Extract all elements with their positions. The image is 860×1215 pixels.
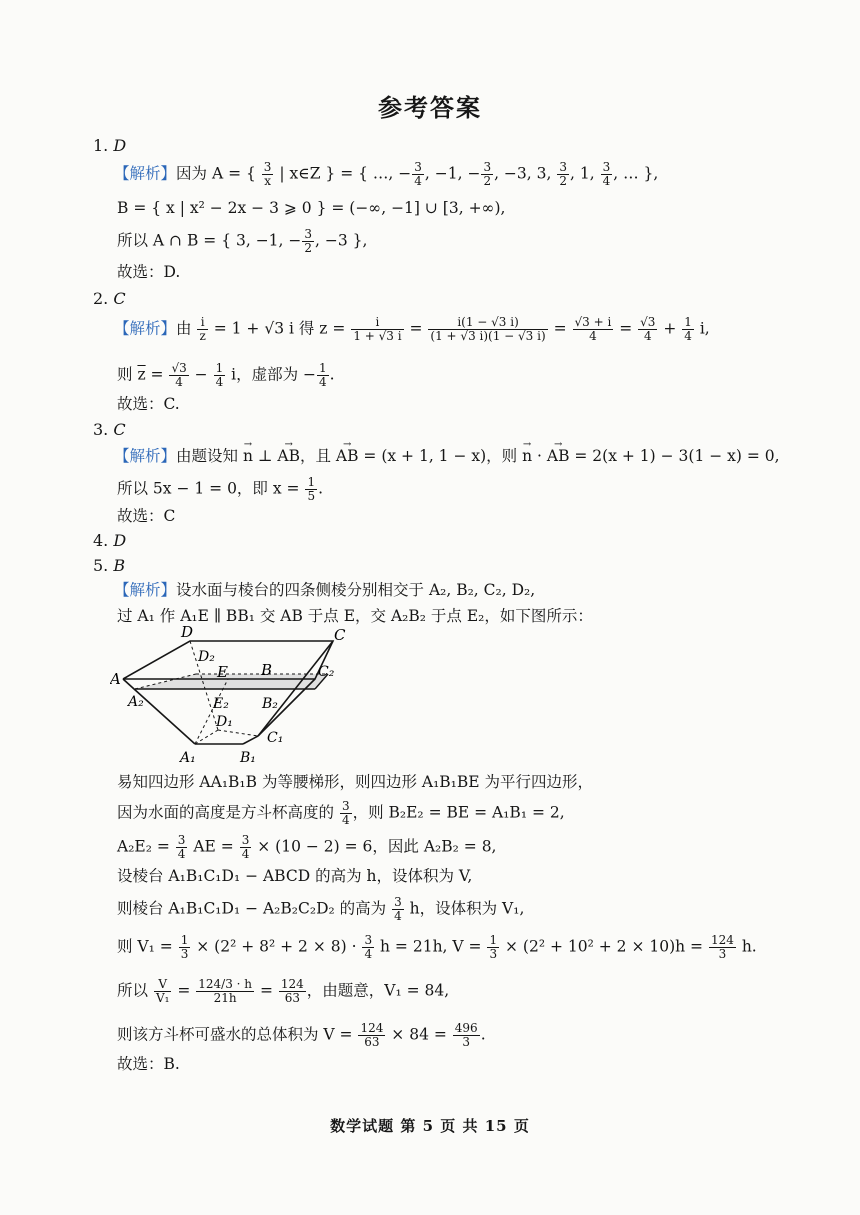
page-title: 参考答案 (378, 93, 482, 122)
frac-den: 4 (684, 329, 692, 343)
frac-1-3 (179, 934, 191, 961)
frac-num: 3 (602, 160, 611, 174)
q1-l1-end: , … }, (613, 164, 659, 183)
frac-i-z (197, 316, 207, 343)
vector-ab: → AB (547, 446, 570, 466)
frac-3-4f (392, 896, 404, 923)
frac-num: √3 (640, 315, 656, 329)
label-d2: D₂ (198, 649, 215, 665)
frac-num: 3 (364, 933, 373, 947)
label-a1: A₁ (180, 750, 196, 766)
frac-num: 1 (180, 933, 189, 947)
q3-line-3: 故选：C (117, 507, 176, 525)
frac-den: 2 (559, 174, 567, 188)
q2-l1-b: = 1 + √3 i 得 z = (208, 319, 351, 338)
frac-den: z (199, 329, 206, 343)
frac-num: 1 (319, 361, 327, 375)
q1-answer: D (113, 136, 127, 155)
q3-l1-e: · (532, 447, 547, 465)
q2-answer: C (113, 289, 126, 308)
q2-num: 2. (93, 289, 109, 308)
q1-line-1 (114, 161, 658, 188)
frac-num: 3 (263, 160, 272, 174)
frac-den: (1 + √3 i)(1 − √3 i) (430, 329, 546, 343)
frac-den: 4 (589, 329, 597, 343)
q5-line-2: 过 A₁ 作 A₁E ∥ BB₁ 交 AB 于点 E，交 A₂B₂ 于点 E₂，如下图所示： (117, 607, 593, 625)
frac-den: 5 (307, 489, 316, 503)
q2-l1-g: i, (694, 319, 710, 338)
label-b1: B₁ (240, 750, 256, 766)
frac-den: 4 (602, 174, 611, 188)
q5-l4-a: 因为水面的高度是方斗杯高度的 (117, 803, 339, 822)
z-conjugate: $\overline{z}$ (137, 365, 146, 384)
q3-num: 3. (93, 420, 109, 439)
frac-3-2b (557, 161, 569, 188)
frac-num: 124 (710, 933, 734, 947)
frac-num: i (351, 316, 403, 330)
question-4-number (93, 531, 126, 550)
q5-l8-b: × (2² + 8² + 2 × 8) · (191, 937, 362, 956)
frac-sqrt3-4b (169, 362, 188, 389)
frac-1-5 (305, 476, 317, 503)
frac-den: 4 (319, 375, 327, 389)
frac-num: i(1 − √3 i) (428, 316, 547, 330)
frac-den: 4 (177, 847, 186, 861)
frac-3-over-x (262, 161, 274, 188)
frac-den: 3 (462, 1035, 471, 1049)
q4-answer: D (113, 531, 127, 550)
frac-496-3 (453, 1022, 480, 1049)
bottom-b1c1 (243, 736, 258, 744)
q5-line-10 (117, 1022, 486, 1049)
q2-l2-b: = (145, 365, 169, 384)
frac-num: 124/3 · h (198, 977, 253, 991)
q2-l1-e: = (614, 319, 638, 338)
frac-124-3 (709, 934, 736, 961)
frac-124-63 (279, 978, 306, 1005)
page-footer: 数学试题 第 5 页 共 15 页 (330, 1117, 530, 1135)
q1-l1-b: , −3, 3, (494, 164, 557, 183)
q3-line-2 (117, 476, 323, 503)
frac-mul (428, 316, 547, 343)
q5-num: 5. (93, 556, 109, 575)
q5-l7-b: h，设体积为 V₁, (404, 899, 525, 918)
q3-l2-b: . (318, 479, 324, 498)
q5-l10-a: 则该方斗杯可盛水的总体积为 V = (117, 1025, 358, 1044)
label-a2: A₂ (128, 694, 144, 710)
analysis-tag: 【解析】 (114, 581, 177, 599)
frac-sqrt3-4 (638, 316, 657, 343)
frac-1-3b (487, 934, 499, 961)
q5-l9-c: = (255, 981, 278, 1000)
frac-1-4b (214, 362, 226, 389)
frac-den: 4 (364, 947, 373, 961)
q4-num: 4. (93, 531, 109, 550)
q3-answer: C (113, 420, 126, 439)
frac-den: 4 (414, 174, 422, 188)
q3-l1-f: = 2(x + 1) − 3(1 − x) = 0, (569, 447, 780, 465)
frac-num: 496 (454, 1021, 478, 1035)
frac-num: 1 (307, 475, 316, 489)
frac-3-4b (601, 161, 613, 188)
label-d1: D₁ (216, 714, 233, 730)
frac-num: 3 (414, 160, 422, 174)
frac-124-63b (358, 1022, 385, 1049)
q5-l9-a: 所以 (117, 981, 153, 1000)
frac-den: 63 (284, 991, 300, 1005)
frac-num: 3 (483, 160, 492, 174)
label-c1: C₁ (267, 730, 284, 746)
q5-l5-b: AE = (188, 837, 239, 856)
frac-den: x (264, 174, 271, 188)
label-c: C (334, 626, 346, 644)
q5-l5-c: × (10 − 2) = 6，因此 A₂B₂ = 8, (252, 837, 497, 856)
frac-num: √3 + i (574, 315, 612, 329)
q3-line-1 (114, 446, 780, 466)
frac-1-4c (317, 362, 329, 389)
q5-line-1 (114, 580, 535, 600)
q5-l10-b: × 84 = (386, 1025, 452, 1044)
frac-v-v1 (154, 978, 171, 1005)
q5-l1: 设水面与棱台的四条侧棱分别相交于 A₂, B₂, C₂, D₂, (176, 581, 536, 599)
q5-l9-b: = (172, 981, 196, 1000)
frac-den: 3 (489, 947, 498, 961)
q5-line-5 (117, 834, 496, 861)
frac-den: V₁ (155, 991, 170, 1005)
frac-den: 3 (718, 947, 727, 961)
q5-l10-c: . (480, 1025, 486, 1044)
frac-num: 3 (559, 160, 567, 174)
vector-n: → n (522, 446, 532, 466)
q5-l9-d: ，由题意，V₁ = 84, (306, 981, 450, 1000)
question-3-number (93, 420, 126, 439)
q5-l8-d: × (2² + 10² + 2 × 10)h = (500, 937, 708, 956)
q1-line-2: B = { x | x² − 2x − 3 ⩾ 0 } = (−∞, −1] ∪ [3, +∞), (117, 199, 506, 217)
frac-den: 21h (213, 991, 237, 1005)
q5-line-3: 易知四边形 AA₁B₁B 为等腰梯形，则四边形 A₁B₁BE 为平行四边形， (117, 773, 594, 791)
analysis-tag: 【解析】 (114, 164, 177, 183)
question-5-number (93, 556, 125, 575)
q3-l1-d: = (x + 1, 1 − x)，则 (358, 447, 523, 465)
frac-3-2 (481, 161, 493, 188)
q2-line-3: 故选：C. (117, 395, 180, 413)
q2-l2-c: − (189, 365, 213, 384)
q2-l2-a: 则 (117, 365, 138, 384)
frac-num: 1 (489, 933, 498, 947)
label-e: E (217, 663, 228, 681)
q5-l7-a: 则棱台 A₁B₁C₁D₁ − A₂B₂C₂D₂ 的高为 (117, 899, 392, 918)
vector-ab: → AB (277, 446, 300, 466)
frac-num: 3 (341, 799, 350, 813)
frac-num: 3 (304, 227, 313, 241)
analysis-tag: 【解析】 (114, 447, 177, 465)
vector-ab: → AB (336, 446, 359, 466)
frac-3-4c (340, 800, 352, 827)
frac-3-4g (362, 934, 374, 961)
q1-line-4: 故选：D. (117, 263, 181, 281)
bottom-d1c1 (218, 730, 258, 736)
q2-l1-c: = (404, 319, 428, 338)
top-face (123, 641, 333, 679)
frac-den: 2 (304, 241, 313, 255)
frac-num: 3 (394, 895, 402, 909)
question-1-number (93, 136, 126, 155)
q2-l1-f: + (658, 319, 682, 338)
q2-l1-a: 由 (176, 319, 197, 338)
frac-num: 1 (684, 315, 692, 329)
frac-den: 4 (394, 909, 402, 923)
frustum-figure (110, 626, 370, 766)
frac-num: 124 (280, 977, 304, 991)
frac-den: 4 (643, 329, 652, 343)
q3-l1-a: 由题设知 (176, 447, 243, 465)
frac-num: 1 (215, 361, 224, 375)
q1-line-3 (117, 228, 367, 255)
water-surface (135, 674, 328, 689)
q2-l1-d: = (548, 319, 572, 338)
frac-den: 4 (241, 847, 250, 861)
q1-l1-a: , −1, − (424, 164, 481, 183)
frac-num: 3 (177, 833, 186, 847)
frac-num: V (154, 978, 171, 992)
q3-l2-a: 所以 5x − 1 = 0，即 x = (117, 479, 305, 498)
q2-line-1 (114, 316, 710, 343)
frac-num: 124 (360, 1021, 384, 1035)
q5-line-4 (117, 800, 565, 827)
vector-n: → n (243, 446, 253, 466)
frac-den: 63 (364, 1035, 380, 1049)
label-a: A (110, 670, 121, 688)
q1-num: 1. (93, 136, 109, 155)
q1-l1-c: , 1, (570, 164, 600, 183)
frac-den: 1 + √3 i (353, 329, 402, 343)
frac-compound (196, 978, 254, 1005)
q5-l5-a: A₂E₂ = (117, 837, 175, 856)
q3-l1-b: ⊥ (252, 447, 278, 465)
q1-l3-pre: 所以 A ∩ B = { 3, −1, − (117, 231, 302, 250)
frac-den: 4 (341, 813, 350, 827)
frac-den: 2 (483, 174, 492, 188)
q1-l1-mid: | x∈Z } = { …, − (274, 164, 412, 183)
label-e2: E₂ (213, 696, 229, 712)
q5-line-8 (117, 934, 757, 961)
frac-num: √3 (171, 361, 187, 375)
frac-3-2c (302, 228, 314, 255)
q5-answer: B (113, 556, 126, 575)
q1-l1-pre: 因为 A = { (176, 164, 261, 183)
q5-line-6: 设棱台 A₁B₁C₁D₁ − ABCD 的高为 h，设体积为 V, (117, 867, 473, 885)
q2-l2-e: . (329, 365, 335, 384)
frac-den: 4 (175, 375, 183, 389)
q2-l2-d: i，虚部为 − (226, 365, 317, 384)
label-b2: B₂ (262, 696, 278, 712)
q5-line-7 (117, 896, 524, 923)
frac-num: i (197, 316, 207, 330)
label-b: B (261, 661, 273, 679)
q2-line-2 (117, 362, 335, 389)
question-2-number (93, 289, 126, 308)
q1-l3-end: , −3 }, (315, 231, 368, 250)
q5-l4-b: ，则 B₂E₂ = BE = A₁B₁ = 2, (352, 803, 565, 822)
q3-l1-c: ，且 (299, 447, 336, 465)
q5-l8-e: h. (736, 937, 757, 956)
frac-3-4d (176, 834, 188, 861)
q5-line-9 (117, 978, 449, 1005)
frac-sqrt3i-4 (573, 316, 614, 343)
q5-l8-a: 则 V₁ = (117, 937, 178, 956)
frac-den: 3 (180, 947, 189, 961)
q5-line-11: 故选：B. (117, 1055, 180, 1073)
label-c2: C₂ (318, 664, 335, 680)
q5-l8-c: h = 21h, V = (375, 937, 487, 956)
frac-den: 4 (215, 375, 224, 389)
analysis-tag: 【解析】 (114, 319, 177, 338)
label-d: D (181, 626, 194, 641)
frac-i-1plus (351, 316, 403, 343)
frac-1-4 (682, 316, 694, 343)
frac-3-4e (240, 834, 252, 861)
frac-3-4 (412, 161, 424, 188)
frac-num: 3 (241, 833, 250, 847)
